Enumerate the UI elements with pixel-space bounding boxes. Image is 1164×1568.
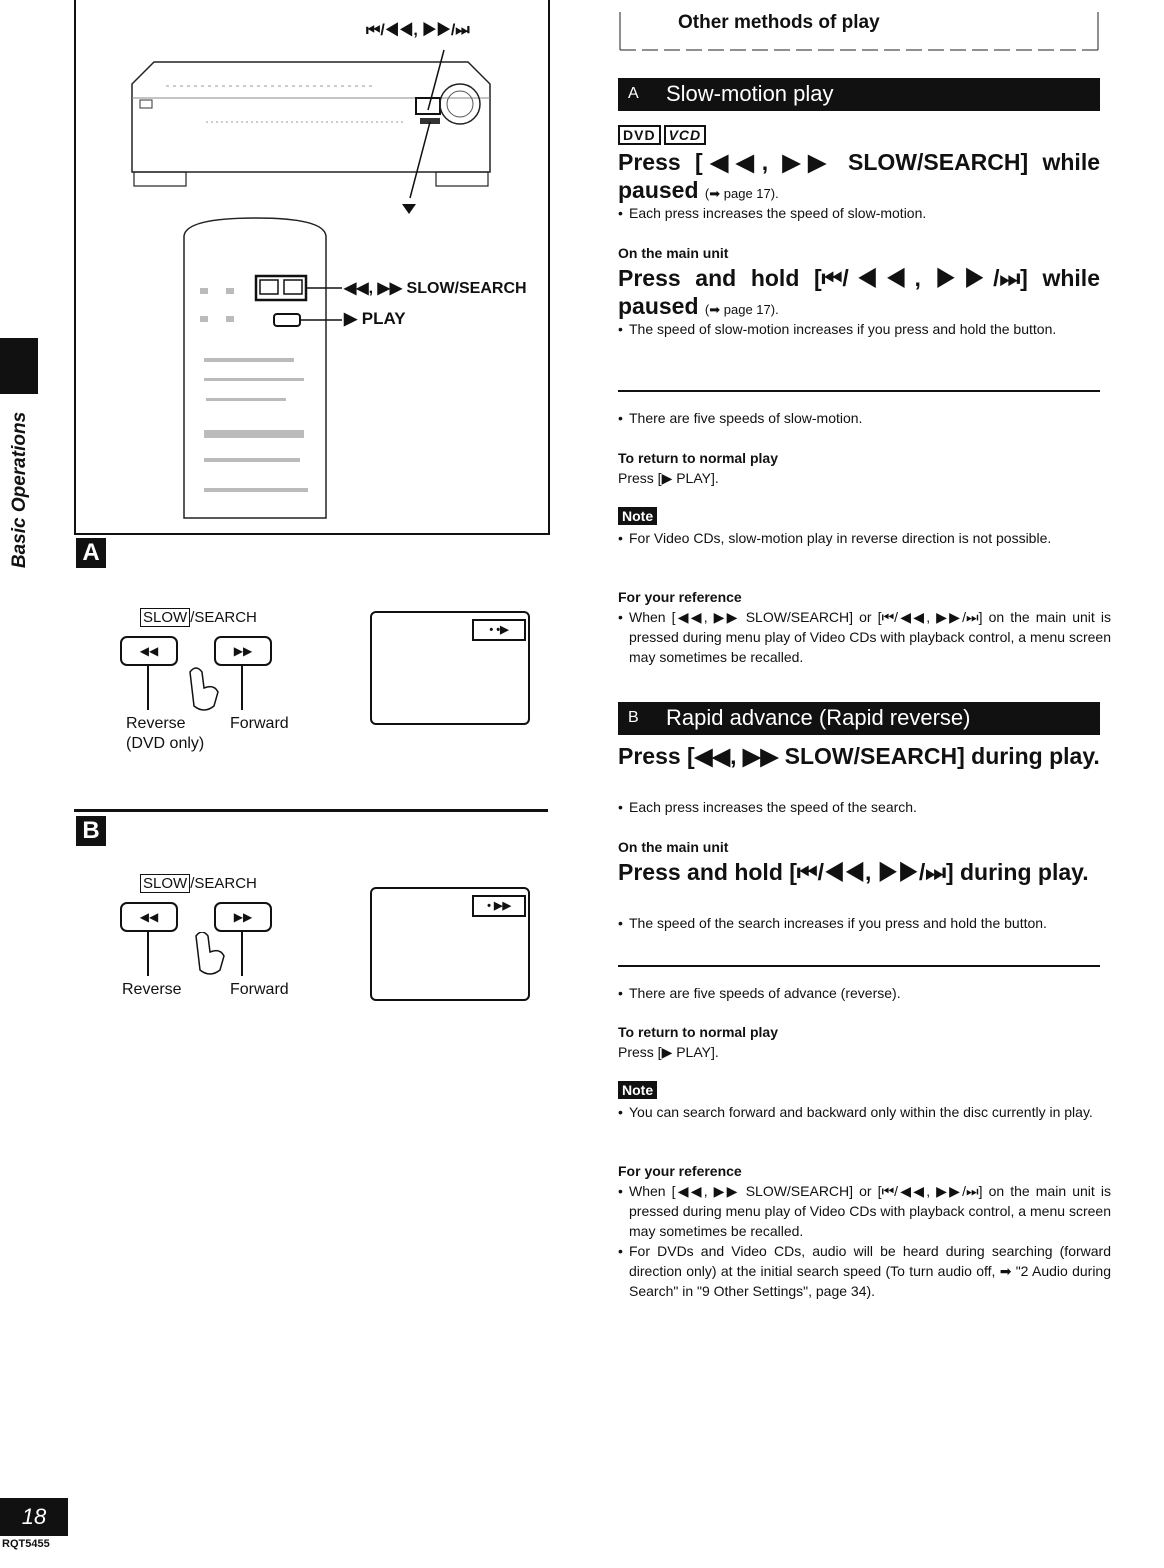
- section-b-letter: B: [628, 709, 639, 726]
- reverse-note: (DVD only): [126, 735, 205, 752]
- fast-forward-key-b: ▶▶: [214, 902, 272, 932]
- top-callout: ⏮/◀◀, ▶▶/⏭: [366, 22, 470, 39]
- page-title: Other methods of play: [678, 12, 880, 33]
- section-b-header: [618, 702, 1100, 735]
- section-b-return-head: To return to normal play: [618, 1024, 778, 1040]
- section-b-note: • You can search forward and backward only within the disc currently in play.: [618, 1102, 1111, 1122]
- reverse-label-b: Reverse: [122, 981, 182, 998]
- play-callout: ▶ PLAY: [344, 309, 406, 328]
- section-b-step2: Press and hold [⏮/◀◀, ▶▶/⏭] during play.: [618, 859, 1089, 885]
- section-tab: [0, 338, 38, 394]
- section-b-ref-text2: • For DVDs and Video CDs, audio will be heard during searching (forward direction only) at the initial search speed (To turn audio off, ➡ "2 Audio during Search" in "9 Other Settings", page 34).: [618, 1241, 1111, 1301]
- illustration-panel: [74, 0, 550, 535]
- section-a-main-unit: On the main unit: [618, 245, 729, 261]
- slow-search-label: SLOW /SEARCH: [140, 609, 257, 626]
- title-box: [618, 10, 1100, 50]
- dvd-tag: DVD: [618, 125, 661, 145]
- section-a-letter: A: [628, 85, 639, 102]
- search-indicator: • ▶▶: [472, 895, 526, 917]
- key-stems-b: [120, 932, 280, 982]
- panel-divider: [74, 809, 548, 812]
- section-b-step1: Press [◀◀, ▶▶ SLOW/SEARCH] during play.: [618, 743, 1100, 769]
- section-a-note-label-wrap: [618, 507, 1100, 526]
- section-a-speeds: • There are five speeds of slow-motion.: [618, 408, 1111, 428]
- disc-tags: [618, 125, 1100, 145]
- section-a-return-text: Press [▶ PLAY].: [618, 470, 719, 486]
- tv-screen: [370, 611, 530, 725]
- tv-screen-b: [370, 887, 530, 1001]
- section-a-step2: Press and hold [⏮/◀◀, ▶▶/⏭] while paused (➡ page 17).: [618, 265, 1100, 319]
- rewind-key-b: ◀◀: [120, 902, 178, 932]
- section-a-note: • For Video CDs, slow-motion play in reverse direction is not possible.: [618, 528, 1111, 548]
- section-a-step2-bullet: • The speed of slow-motion increases if you press and hold the button.: [618, 319, 1111, 339]
- key-stems: [120, 666, 280, 716]
- forward-label-b: Forward: [230, 981, 289, 998]
- section-b-speeds: • There are five speeds of advance (reverse).: [618, 983, 1111, 1003]
- section-a-ref-text: • When [◀◀, ▶▶ SLOW/SEARCH] or [⏮/◀◀, ▶▶/⏭] on the main unit is pressed during menu play of Video CDs with playback control, a menu screen may sometimes be recalled.: [618, 607, 1111, 667]
- document-code: RQT5455: [2, 1538, 50, 1550]
- forward-label: Forward: [230, 715, 289, 732]
- vcd-tag: VCD: [664, 125, 707, 145]
- section-b-return-text: Press [▶ PLAY].: [618, 1044, 719, 1060]
- section-a-step1: Press [◀◀, ▶▶ SLOW/SEARCH] while paused (➡ page 17).: [618, 149, 1100, 203]
- section-b-step2-bullet: • The speed of the search increases if you press and hold the button.: [618, 913, 1111, 933]
- section-b-note-label: Note: [618, 1081, 657, 1099]
- rewind-key: ◀◀: [120, 636, 178, 666]
- section-a-ref-head: For your reference: [618, 589, 742, 605]
- section-b-note-label-wrap: [618, 1081, 1100, 1100]
- section-a-step1-bullet: • Each press increases the speed of slow-motion.: [618, 203, 1111, 223]
- page-number: 18: [0, 1498, 68, 1536]
- section-a-note-label: Note: [618, 507, 657, 525]
- panel-b-label: B: [76, 816, 106, 846]
- section-b-title: Rapid advance (Rapid reverse): [666, 705, 971, 730]
- fast-forward-key: ▶▶: [214, 636, 272, 666]
- section-a-return-head: To return to normal play: [618, 450, 778, 466]
- section-b-rule: [618, 965, 1100, 967]
- slow-indicator: • •▶: [472, 619, 526, 641]
- section-a-header: [618, 78, 1100, 111]
- section-a-rule: [618, 390, 1100, 392]
- section-b-ref-text1: • When [◀◀, ▶▶ SLOW/SEARCH] or [⏮/◀◀, ▶▶/⏭] on the main unit is pressed during menu play of Video CDs with playback control, a menu screen may sometimes be recalled.: [618, 1181, 1111, 1241]
- section-b-step1-bullet: • Each press increases the speed of the search.: [618, 797, 1111, 817]
- section-a-title: Slow-motion play: [666, 81, 834, 106]
- slow-search-label-b: SLOW /SEARCH: [140, 875, 257, 892]
- section-b-ref-head: For your reference: [618, 1163, 742, 1179]
- section-label: Basic Operations: [9, 411, 30, 569]
- reverse-label: Reverse: [126, 715, 186, 732]
- device-illustration: [76, 0, 548, 533]
- slow-search-callout: ◀◀, ▶▶ SLOW/SEARCH: [344, 280, 527, 297]
- panel-a-label: A: [76, 538, 106, 568]
- section-b-main-unit: On the main unit: [618, 839, 729, 855]
